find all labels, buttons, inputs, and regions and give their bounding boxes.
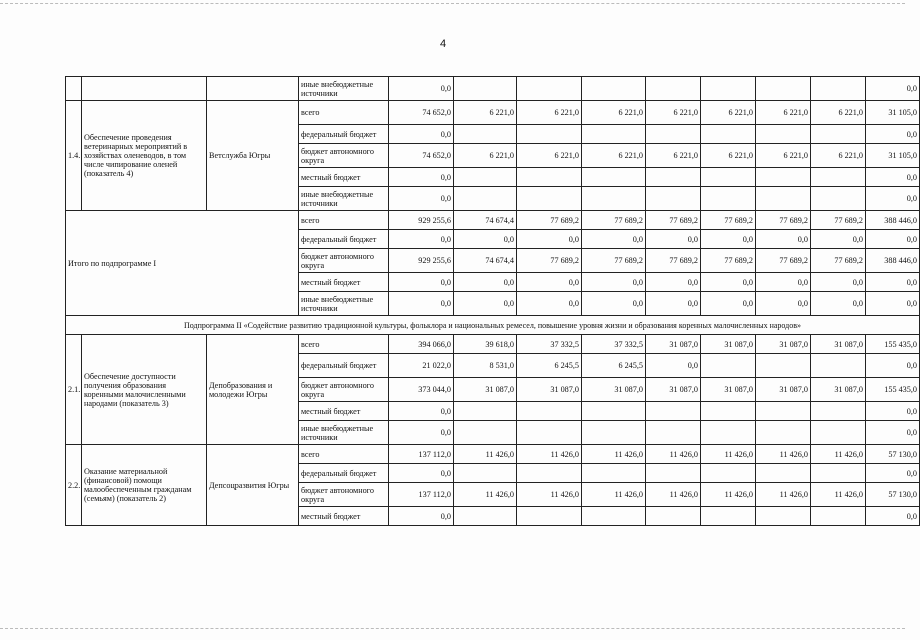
value-cell: 0,0: [389, 230, 454, 249]
value-cell: 6 221,0: [701, 101, 756, 125]
value-cell: [756, 168, 811, 187]
value-cell: 929 255,6: [389, 211, 454, 230]
value-cell: 0,0: [701, 230, 756, 249]
value-cell: [811, 125, 866, 144]
value-cell: 0,0: [389, 168, 454, 187]
value-cell: 0,0: [646, 292, 701, 316]
value-cell: 0,0: [517, 273, 582, 292]
value-cell: [517, 507, 582, 526]
value-cell: 77 689,2: [811, 211, 866, 230]
source-cell: местный бюджет: [299, 168, 389, 187]
value-cell: 155 435,0: [866, 335, 920, 354]
value-cell: 0,0: [866, 168, 920, 187]
source-cell: местный бюджет: [299, 507, 389, 526]
value-cell: [811, 354, 866, 378]
source-cell: местный бюджет: [299, 273, 389, 292]
source-cell: бюджет автономного округа: [299, 483, 389, 507]
value-cell: 6 221,0: [646, 144, 701, 168]
value-cell: [454, 421, 517, 445]
value-cell: 388 446,0: [866, 249, 920, 273]
value-cell: 77 689,2: [517, 211, 582, 230]
value-cell: 0,0: [454, 292, 517, 316]
value-cell: [646, 168, 701, 187]
source-cell: бюджет автономного округа: [299, 249, 389, 273]
value-cell: [582, 464, 646, 483]
source-cell: всего: [299, 101, 389, 125]
value-cell: 57 130,0: [866, 483, 920, 507]
item-name: Оказание материальной (финансовой) помощи малообеспеченным гражданам (семьям) (показатель 2): [82, 445, 207, 526]
value-cell: 6 221,0: [811, 144, 866, 168]
value-cell: [756, 187, 811, 211]
empty-cell: [66, 77, 82, 101]
top-scan-edge: [0, 3, 905, 4]
value-cell: 31 087,0: [517, 378, 582, 402]
value-cell: [701, 187, 756, 211]
value-cell: 8 531,0: [454, 354, 517, 378]
value-cell: 11 426,0: [701, 483, 756, 507]
value-cell: 31 087,0: [756, 335, 811, 354]
value-cell: 11 426,0: [701, 445, 756, 464]
item-executor: Депобразования и молодежи Югры: [207, 335, 299, 445]
value-cell: 0,0: [866, 354, 920, 378]
source-cell: бюджет автономного округа: [299, 144, 389, 168]
value-cell: [756, 421, 811, 445]
value-cell: 6 221,0: [756, 101, 811, 125]
value-cell: 11 426,0: [454, 445, 517, 464]
value-cell: 31 105,0: [866, 101, 920, 125]
value-cell: 6 221,0: [582, 101, 646, 125]
value-cell: [646, 464, 701, 483]
value-cell: 6 245,5: [582, 354, 646, 378]
value-cell: 6 221,0: [756, 144, 811, 168]
value-cell: 6 221,0: [454, 101, 517, 125]
value-cell: 0,0: [811, 230, 866, 249]
value-cell: 0,0: [756, 292, 811, 316]
value-cell: 77 689,2: [756, 211, 811, 230]
value-cell: [582, 168, 646, 187]
source-cell: всего: [299, 335, 389, 354]
value-cell: 155 435,0: [866, 378, 920, 402]
value-cell: 0,0: [866, 273, 920, 292]
value-cell: [701, 507, 756, 526]
value-cell: 31 087,0: [646, 378, 701, 402]
value-cell: 21 022,0: [389, 354, 454, 378]
value-cell: [582, 421, 646, 445]
value-cell: 0,0: [389, 292, 454, 316]
value-cell: 6 221,0: [517, 101, 582, 125]
value-cell: 11 426,0: [756, 445, 811, 464]
value-cell: 11 426,0: [811, 445, 866, 464]
source-cell: федеральный бюджет: [299, 125, 389, 144]
subprogram-title: Подпрограмма II «Содействие развитию традиционной культуры, фольклора и национальных ремесел, повышение уровня жизни и образования коренных малочисленных народов»: [66, 316, 920, 335]
value-cell: 0,0: [582, 230, 646, 249]
value-cell: 37 332,5: [517, 335, 582, 354]
value-cell: [811, 421, 866, 445]
table-row: [66, 445, 920, 464]
value-cell: 11 426,0: [517, 483, 582, 507]
value-cell: 6 221,0: [454, 144, 517, 168]
value-cell: 11 426,0: [582, 483, 646, 507]
table-row: [66, 77, 920, 101]
value-cell: [454, 77, 517, 101]
value-cell: [701, 77, 756, 101]
value-cell: 77 689,2: [701, 211, 756, 230]
value-cell: [701, 168, 756, 187]
value-cell: 0,0: [646, 354, 701, 378]
value-cell: [646, 421, 701, 445]
value-cell: [646, 77, 701, 101]
value-cell: 0,0: [517, 230, 582, 249]
value-cell: [701, 354, 756, 378]
value-cell: 31 087,0: [646, 335, 701, 354]
value-cell: 0,0: [811, 292, 866, 316]
value-cell: 31 087,0: [811, 378, 866, 402]
value-cell: 0,0: [582, 273, 646, 292]
value-cell: [811, 507, 866, 526]
value-cell: 0,0: [646, 230, 701, 249]
source-cell: иные внебюджетные источники: [299, 292, 389, 316]
value-cell: 31 087,0: [756, 378, 811, 402]
value-cell: 11 426,0: [756, 483, 811, 507]
value-cell: [454, 125, 517, 144]
value-cell: 137 112,0: [389, 483, 454, 507]
value-cell: 0,0: [389, 77, 454, 101]
value-cell: 77 689,2: [582, 211, 646, 230]
value-cell: 0,0: [811, 273, 866, 292]
value-cell: [811, 187, 866, 211]
item-number: 1.4.: [66, 101, 82, 211]
source-cell: иные внебюджетные источники: [299, 421, 389, 445]
value-cell: 77 689,2: [646, 249, 701, 273]
value-cell: [582, 77, 646, 101]
value-cell: 31 087,0: [701, 335, 756, 354]
source-cell: федеральный бюджет: [299, 354, 389, 378]
value-cell: 31 087,0: [701, 378, 756, 402]
value-cell: 0,0: [756, 230, 811, 249]
value-cell: 37 332,5: [582, 335, 646, 354]
item-executor: Ветслужба Югры: [207, 101, 299, 211]
value-cell: [756, 77, 811, 101]
value-cell: 0,0: [389, 421, 454, 445]
source-cell: всего: [299, 211, 389, 230]
value-cell: [811, 464, 866, 483]
value-cell: 6 221,0: [646, 101, 701, 125]
value-cell: [756, 354, 811, 378]
value-cell: 0,0: [866, 292, 920, 316]
value-cell: 74 652,0: [389, 101, 454, 125]
source-cell: всего: [299, 445, 389, 464]
value-cell: 0,0: [866, 230, 920, 249]
source-cell: федеральный бюджет: [299, 464, 389, 483]
value-cell: 57 130,0: [866, 445, 920, 464]
value-cell: 0,0: [701, 292, 756, 316]
value-cell: [701, 464, 756, 483]
value-cell: 0,0: [389, 125, 454, 144]
value-cell: 0,0: [517, 292, 582, 316]
value-cell: 0,0: [866, 421, 920, 445]
empty-cell: [82, 77, 207, 101]
bottom-scan-edge: [0, 628, 905, 629]
item-executor: Депсоцразвития Югры: [207, 445, 299, 526]
value-cell: 6 245,5: [517, 354, 582, 378]
value-cell: 388 446,0: [866, 211, 920, 230]
item-name: Обеспечение проведения ветеринарных мероприятий в хозяйствах оленеводов, в том числе чипирование оленей (показатель 4): [82, 101, 207, 211]
value-cell: 0,0: [866, 77, 920, 101]
value-cell: 394 066,0: [389, 335, 454, 354]
value-cell: [517, 77, 582, 101]
value-cell: 0,0: [389, 273, 454, 292]
value-cell: 0,0: [454, 273, 517, 292]
value-cell: 373 044,0: [389, 378, 454, 402]
table-row: [66, 211, 920, 230]
value-cell: [646, 402, 701, 421]
table-row: [66, 316, 920, 335]
value-cell: [756, 125, 811, 144]
value-cell: [811, 77, 866, 101]
value-cell: 74 652,0: [389, 144, 454, 168]
value-cell: [811, 168, 866, 187]
value-cell: [701, 402, 756, 421]
empty-cell: [207, 77, 299, 101]
value-cell: 77 689,2: [811, 249, 866, 273]
value-cell: 6 221,0: [517, 144, 582, 168]
value-cell: 74 674,4: [454, 211, 517, 230]
value-cell: [454, 464, 517, 483]
value-cell: 0,0: [866, 125, 920, 144]
table-row: [66, 335, 920, 354]
value-cell: 77 689,2: [646, 211, 701, 230]
source-cell: местный бюджет: [299, 402, 389, 421]
value-cell: 77 689,2: [756, 249, 811, 273]
value-cell: [811, 402, 866, 421]
value-cell: 31 087,0: [582, 378, 646, 402]
value-cell: 11 426,0: [646, 445, 701, 464]
value-cell: 0,0: [646, 273, 701, 292]
value-cell: 0,0: [701, 273, 756, 292]
value-cell: 11 426,0: [811, 483, 866, 507]
value-cell: 31 087,0: [454, 378, 517, 402]
value-cell: [517, 125, 582, 144]
value-cell: 0,0: [582, 292, 646, 316]
source-cell: иные внебюджетные источники: [299, 187, 389, 211]
page-number: 4: [440, 38, 447, 50]
value-cell: 11 426,0: [582, 445, 646, 464]
value-cell: 0,0: [866, 402, 920, 421]
value-cell: 0,0: [389, 402, 454, 421]
value-cell: [701, 125, 756, 144]
value-cell: 0,0: [866, 507, 920, 526]
value-cell: [646, 507, 701, 526]
value-cell: 6 221,0: [701, 144, 756, 168]
value-cell: [582, 125, 646, 144]
value-cell: [454, 168, 517, 187]
value-cell: [756, 507, 811, 526]
value-cell: 929 255,6: [389, 249, 454, 273]
subprogram-total-label: Итого по подпрограмме I: [66, 211, 299, 316]
value-cell: [454, 507, 517, 526]
value-cell: [582, 187, 646, 211]
value-cell: 6 221,0: [582, 144, 646, 168]
value-cell: 0,0: [866, 187, 920, 211]
value-cell: [582, 507, 646, 526]
value-cell: [454, 187, 517, 211]
value-cell: 0,0: [454, 230, 517, 249]
value-cell: [517, 421, 582, 445]
value-cell: 137 112,0: [389, 445, 454, 464]
value-cell: [756, 464, 811, 483]
value-cell: 74 674,4: [454, 249, 517, 273]
value-cell: 0,0: [756, 273, 811, 292]
value-cell: [517, 168, 582, 187]
value-cell: [454, 402, 517, 421]
value-cell: 11 426,0: [454, 483, 517, 507]
value-cell: [517, 402, 582, 421]
source-cell: федеральный бюджет: [299, 230, 389, 249]
value-cell: 11 426,0: [517, 445, 582, 464]
item-name: Обеспечение доступности получения образования коренными малочисленными народами (показатель 3): [82, 335, 207, 445]
value-cell: [646, 187, 701, 211]
value-cell: 0,0: [389, 507, 454, 526]
value-cell: 0,0: [866, 464, 920, 483]
value-cell: 11 426,0: [646, 483, 701, 507]
value-cell: [756, 402, 811, 421]
value-cell: [701, 421, 756, 445]
item-number: 2.2.: [66, 445, 82, 526]
value-cell: 77 689,2: [517, 249, 582, 273]
source-cell: бюджет автономного округа: [299, 378, 389, 402]
item-number: 2.1.: [66, 335, 82, 445]
funding-table: [65, 76, 920, 526]
value-cell: 0,0: [389, 187, 454, 211]
value-cell: 31 105,0: [866, 144, 920, 168]
value-cell: 6 221,0: [811, 101, 866, 125]
value-cell: [582, 402, 646, 421]
value-cell: 0,0: [389, 464, 454, 483]
value-cell: [517, 187, 582, 211]
value-cell: 39 618,0: [454, 335, 517, 354]
value-cell: 77 689,2: [701, 249, 756, 273]
source-cell: иные внебюджетные источники: [299, 77, 389, 101]
value-cell: [646, 125, 701, 144]
value-cell: 77 689,2: [582, 249, 646, 273]
value-cell: [517, 464, 582, 483]
table-row: [66, 101, 920, 125]
value-cell: 31 087,0: [811, 335, 866, 354]
